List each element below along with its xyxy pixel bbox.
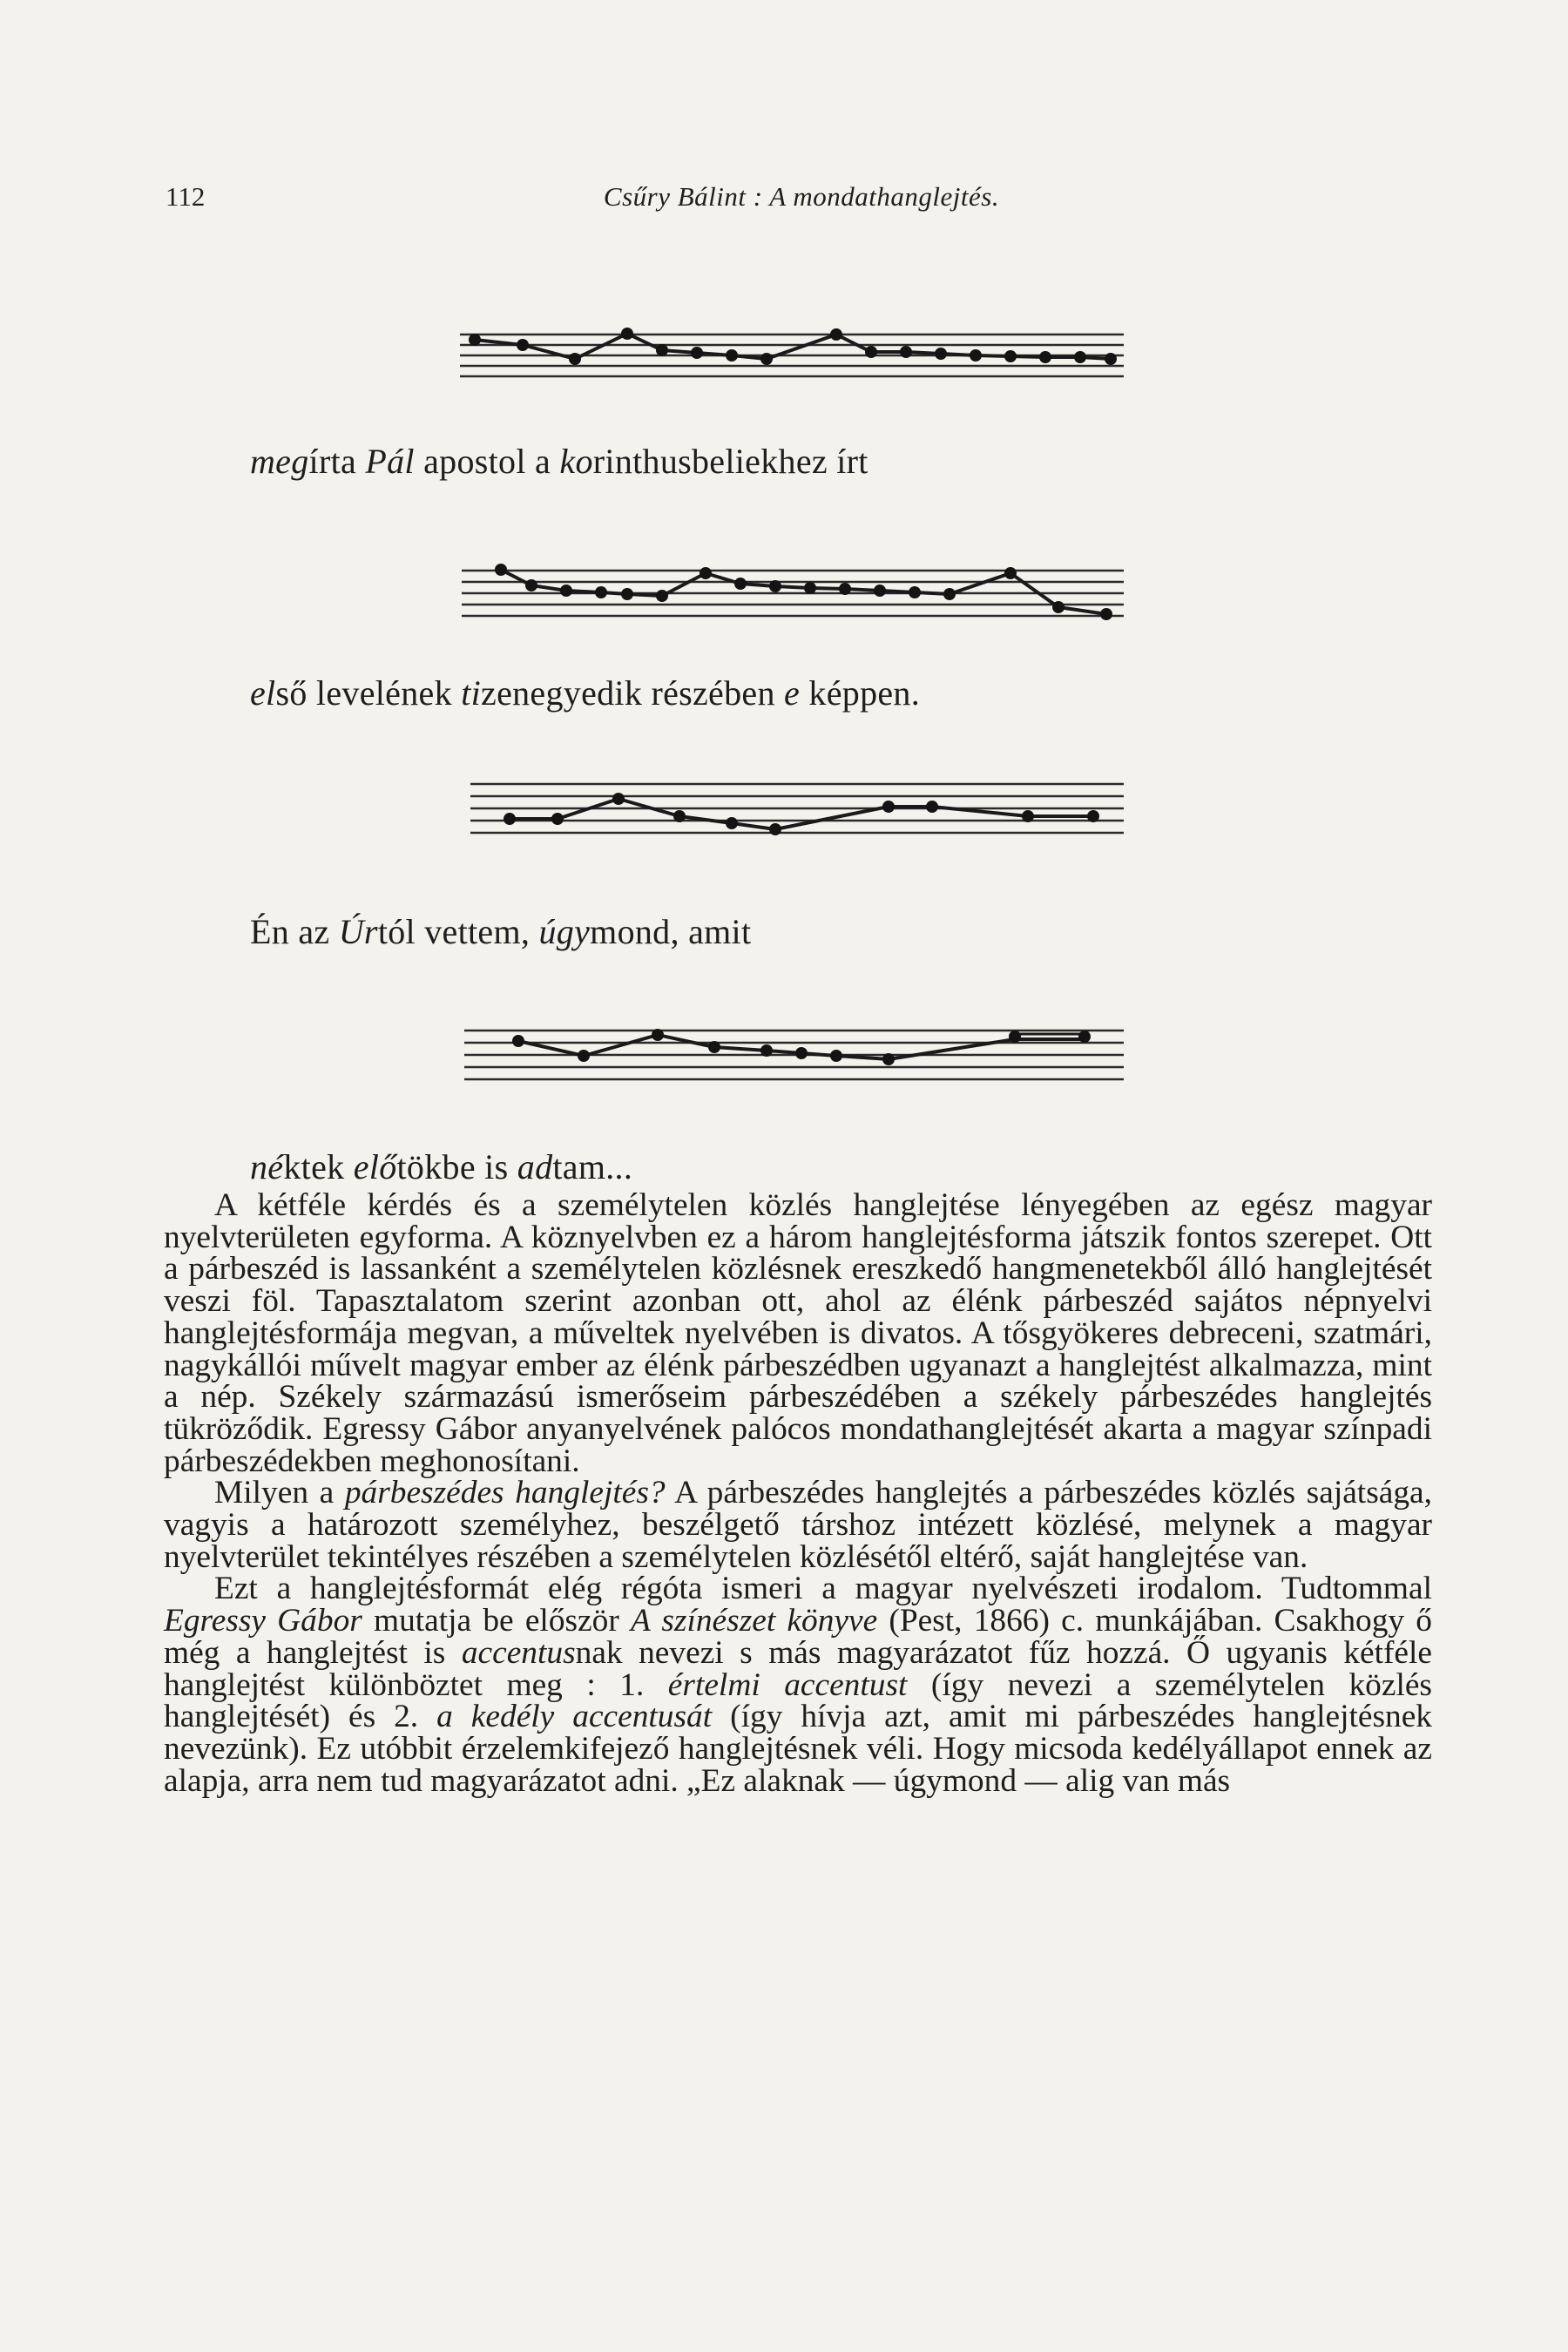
note [656, 344, 668, 356]
example-4-lyric: néktek előtökbe is adtam... [250, 1147, 633, 1186]
note [882, 1053, 895, 1065]
note [1052, 601, 1064, 613]
body-text [164, 1187, 1432, 1799]
note [769, 580, 781, 592]
note [909, 586, 921, 598]
paragraph-1: A kétféle kérdés és a személytelen közlés hanglejtése lényegében az egész magyar nyelvterületen egyforma. A köznyelvben ez a három hanglejtésforma játszik fontos szerepet. Ott a párbeszéd is lassanként a személytelen közlésnek ereszkedő hangmenetekből álló hanglejtését veszi föl. Tapasztalatom szerint azonban ott, ahol az élénk párbeszéd sajátos népnyelvi hanglejtésformája megvan, a műveltek nyelvében is divatos. A tősgyökeres debreceni, szatmári, nagykállói művelt magyar ember az élénk párbeszédben ugyanazt a hanglejtést alkalmazza, mint a nép. Székely származású ismerőseim párbeszédében a székely párbeszédes hanglejtés tükröződik. Egressy Gábor anyanyelvének palócos mondathanglejtését akarta a magyar színpadi párbeszédekben meghonosítani. [164, 1187, 1432, 1479]
note [560, 585, 572, 597]
note [804, 582, 816, 594]
note [551, 813, 564, 825]
note [760, 1044, 773, 1057]
note [769, 823, 781, 835]
note [1004, 567, 1017, 579]
page-number: 112 [166, 181, 206, 212]
note [726, 817, 738, 829]
note [1087, 810, 1099, 822]
note [1009, 1031, 1021, 1043]
note [865, 346, 877, 358]
example-1-lyric: megírta Pál apostol a korinthusbeliekhez írt [250, 442, 868, 481]
note [525, 579, 537, 591]
note [830, 328, 842, 341]
note [1105, 353, 1117, 365]
note [943, 588, 956, 600]
note [882, 801, 895, 813]
note [734, 578, 747, 590]
note [569, 353, 581, 365]
note [656, 590, 668, 602]
note [517, 339, 529, 351]
note [621, 588, 633, 600]
note [726, 349, 738, 362]
paragraph-2: Milyen a párbeszédes hanglejtés? A párbeszédes hanglejtés a párbeszédes közlés sajátsága, vagyis a határozott személyhez, beszélgető társhoz intézett közlésé, melynek a magyar nyelvterület tekintélyes részében a személytelen közlésétől eltérő, saját hanglejtése van. [164, 1475, 1432, 1575]
example-3-lyric: Én az Úrtól vettem, úgymond, amit [250, 912, 752, 951]
note [578, 1050, 590, 1062]
note [795, 1047, 808, 1059]
note [1100, 608, 1112, 620]
running-title: Csűry Bálint : A mondathanglejtés. [603, 181, 1000, 212]
note [504, 813, 516, 825]
note [874, 585, 886, 597]
example-2-lyric: első levelének tizenegyedik részében e képpen. [250, 673, 921, 713]
note [1004, 350, 1017, 362]
note [700, 567, 712, 579]
note [652, 1029, 664, 1041]
note [612, 793, 625, 805]
note [970, 349, 982, 362]
note [621, 328, 633, 340]
curve-3 [510, 799, 1093, 829]
note [760, 353, 773, 365]
note [830, 1050, 842, 1062]
note [708, 1041, 720, 1053]
paragraph-3: Ezt a hanglejtésformát elég régóta ismeri a magyar nyelvészeti irodalom. Tudtommal Egressy Gábor mutatja be először A színészet könyve (Pest, 1866) c. munkájában. Csakhogy ő még a hanglejtést is accentusnak nevezi s más magyarázatot fűz hozzá. Ő ugyanis kétféle hanglejtést különböztet meg : 1. értelmi accentust (így nevezi a személytelen közlés hanglejtését) és 2. a kedély accentusát (így hívja azt, amit mi párbeszédes hanglejtésnek nevezünk). Ez utóbbit érzelemkifejező hanglejtésnek véli. Hogy micsoda kedélyállapot ennek az alapja, arra nem tud magyarázatot adni. „Ez alaknak — úgymond — alig van más [164, 1571, 1432, 1799]
note [469, 334, 481, 346]
note [595, 586, 607, 598]
note [1074, 351, 1086, 363]
note [839, 583, 851, 595]
note [926, 801, 938, 813]
note [512, 1035, 524, 1047]
note [1022, 810, 1034, 822]
note [1039, 351, 1051, 363]
note [935, 348, 947, 360]
note [1078, 1031, 1091, 1043]
note [691, 347, 703, 359]
note [900, 346, 912, 358]
note [673, 810, 686, 822]
note [495, 564, 507, 576]
